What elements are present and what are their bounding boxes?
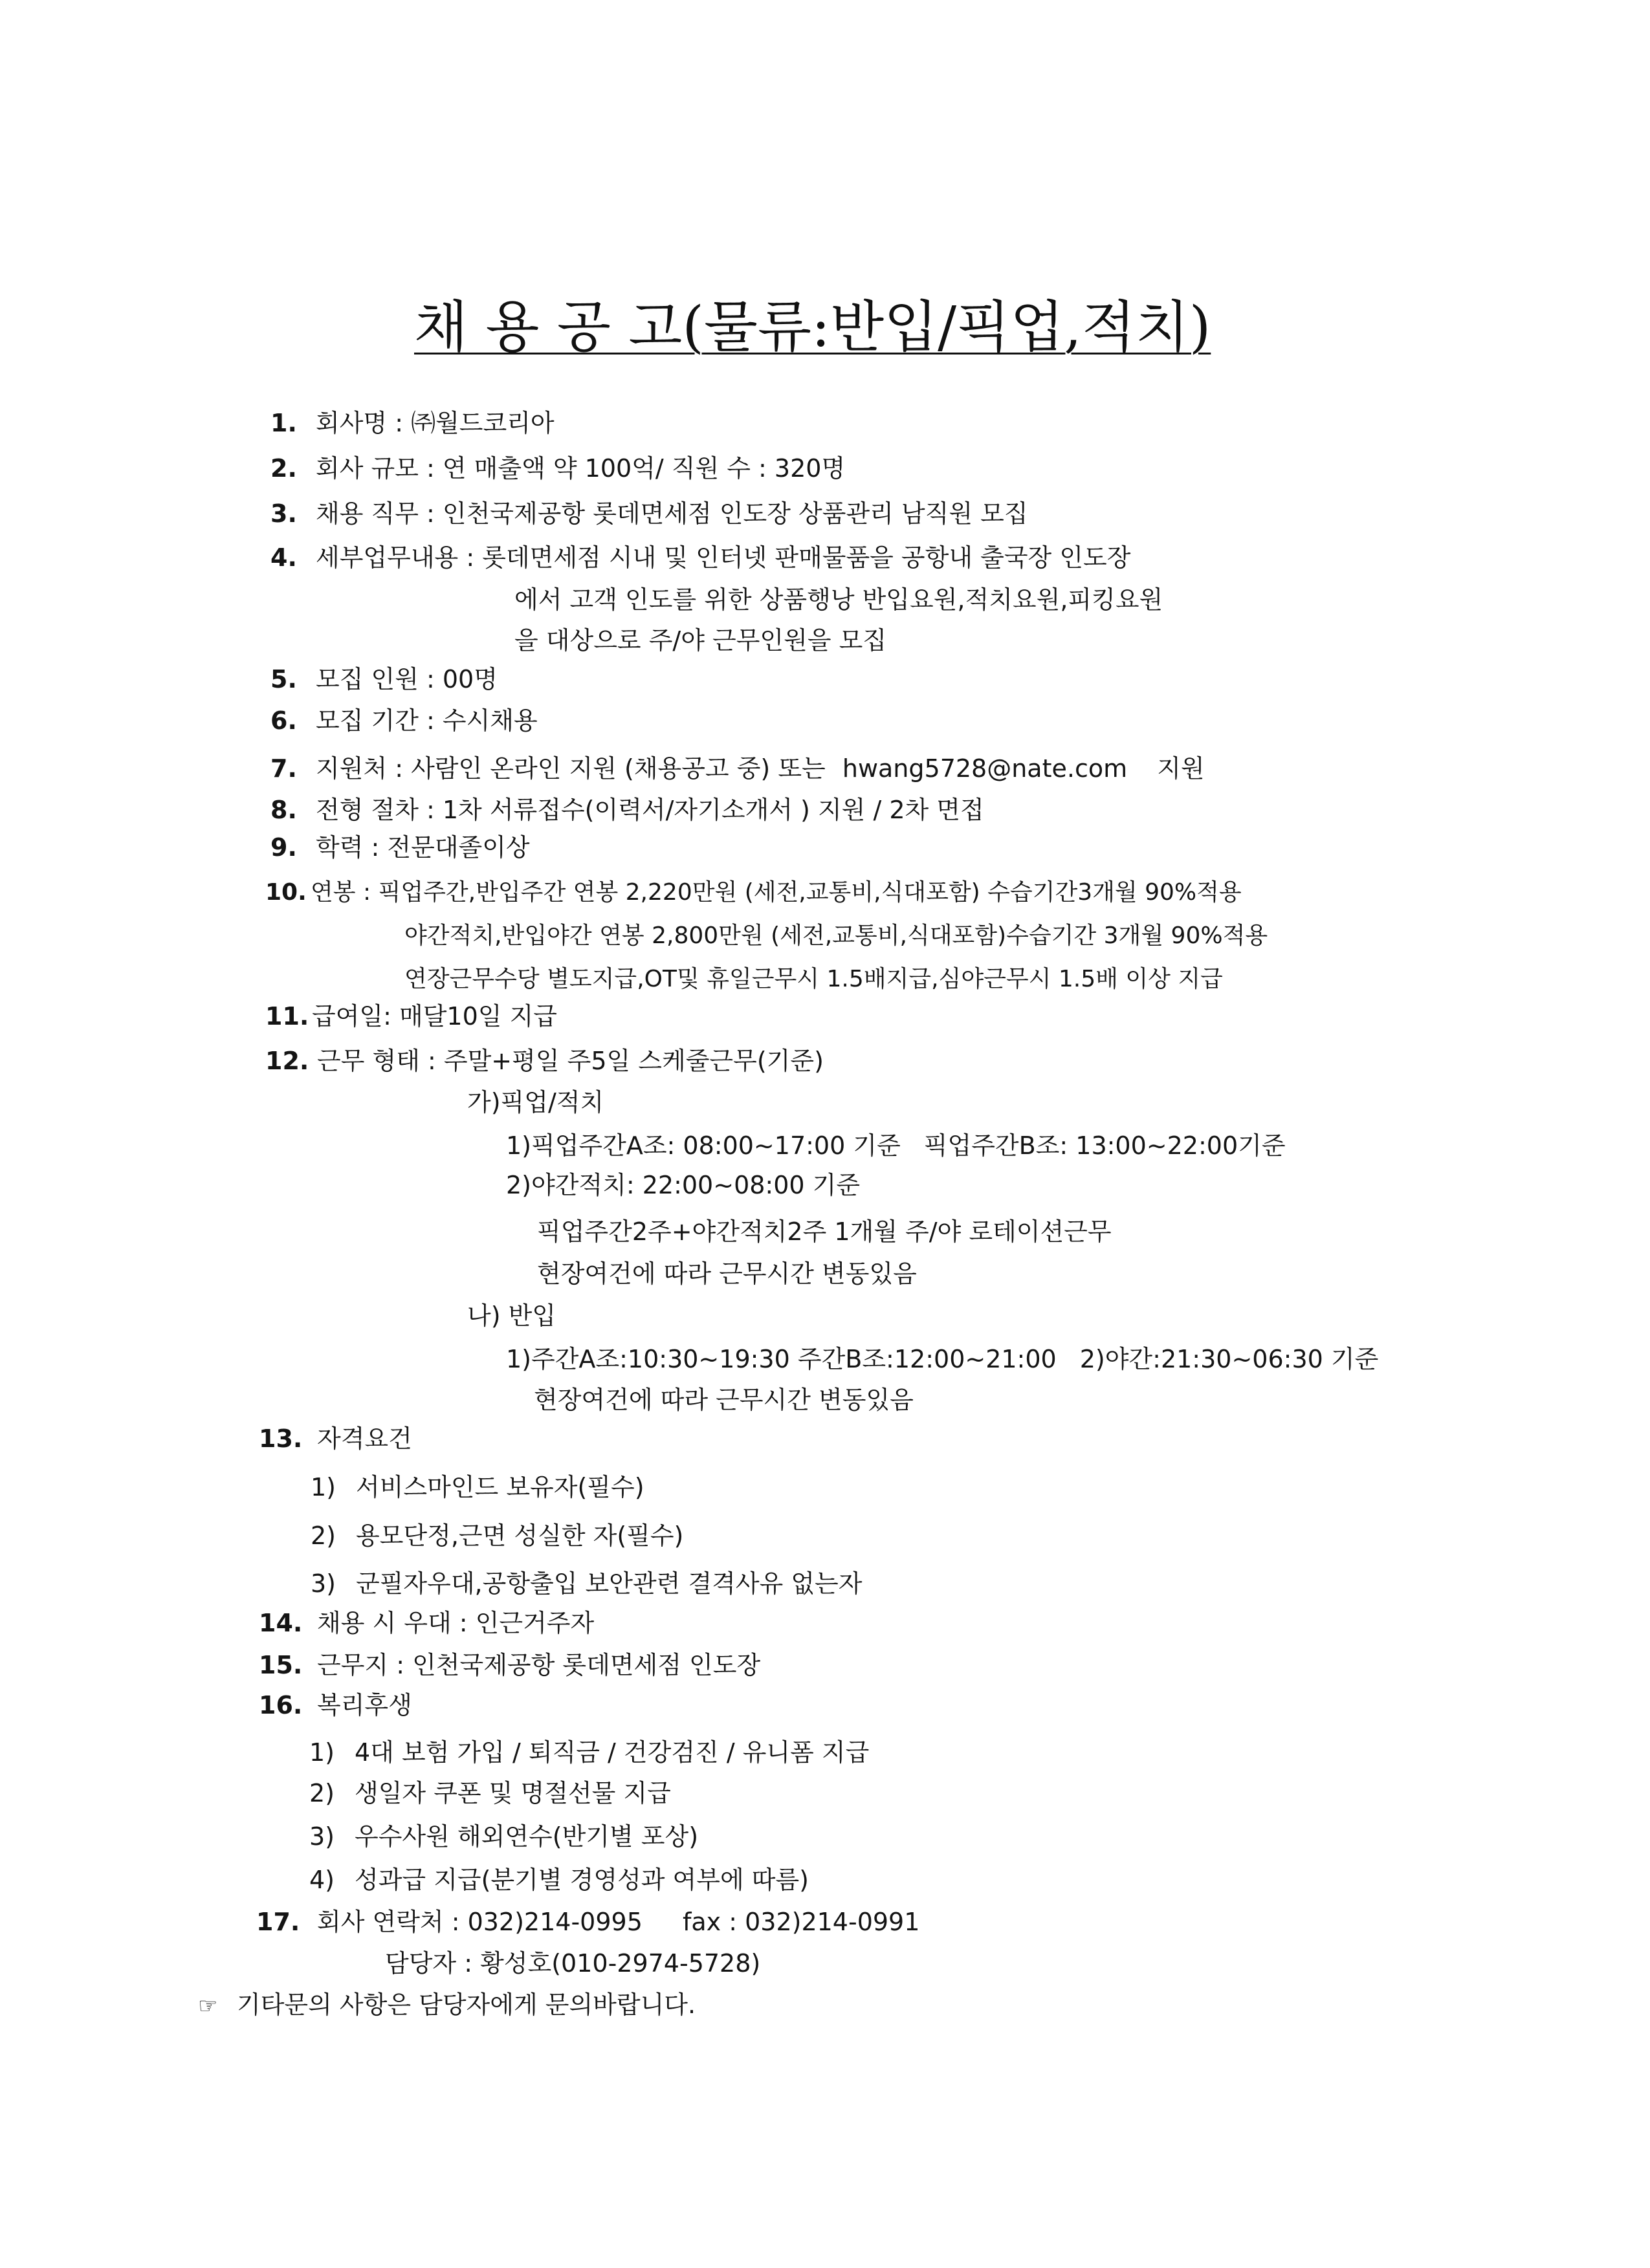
item-company-name: 1. 회사명 : ㈜월드코리아	[270, 409, 555, 437]
work-type-pickup-note: 현장여건에 따라 근무시간 변동있음	[537, 1259, 917, 1288]
email-link[interactable]: hwang5728@nate.com	[842, 754, 1128, 783]
item-job-details: 4. 세부업무내용 : 롯데면세점 시내 및 인터넷 판매물품을 공항내 출국장 인도장	[270, 543, 1131, 572]
benefit-item: 1) 4대 보험 가입 / 퇴직금 / 건강검진 / 유니폼 지급	[309, 1738, 870, 1767]
item-salary-cont1: 야간적치,반입야간 연봉 2,800만원 (세전,교통비,식대포함)수습기간 3개월 90%적용	[404, 922, 1268, 949]
qualification-item: 3) 군필자우대,공항출입 보안관련 결격사유 없는자	[311, 1569, 863, 1598]
item-job-details-cont1: 에서 고객 인도를 위한 상품행낭 반입요원,적치요원,피킹요원	[514, 585, 1163, 614]
item-apply: 7. 지원처 : 사람인 온라인 지원 (채용공고 중) 또는 hwang5728@nate.com 지원	[270, 754, 1205, 783]
benefit-item: 2) 생일자 쿠폰 및 명절선물 지급	[309, 1779, 671, 1807]
qualification-item: 2) 용모단정,근면 성실한 자(필수)	[311, 1521, 684, 1550]
item-benefits: 16. 복리후생	[259, 1691, 412, 1719]
item-workplace: 15. 근무지 : 인천국제공항 롯데면세점 인도장	[259, 1651, 761, 1679]
work-type-pickup-header: 가)픽업/적치	[467, 1088, 604, 1117]
work-type-inbound-note: 현장여건에 따라 근무시간 변동있음	[534, 1386, 914, 1414]
qualification-item: 1) 서비스마인드 보유자(필수)	[311, 1473, 644, 1501]
work-type-pickup-shift1: 1)픽업주간A조: 08:00~17:00 기준 픽업주간B조: 13:00~22:00기준	[506, 1131, 1286, 1160]
item-preference: 14. 채용 시 우대 : 인근거주자	[259, 1609, 595, 1637]
item-job-role: 3. 채용 직무 : 인천국제공항 롯데면세점 인도장 상품관리 남직원 모집	[270, 499, 1028, 528]
item-qualifications: 13. 자격요건	[259, 1424, 412, 1453]
item-work-type: 12. 근무 형태 : 주말+평일 주5일 스케줄근무(기준)	[265, 1047, 824, 1075]
pointing-hand-icon: ☞	[198, 1993, 218, 2019]
item-process: 8. 전형 절차 : 1차 서류접수(이력서/자기소개서 ) 지원 / 2차 면접	[270, 796, 984, 824]
item-education: 9. 학력 : 전문대졸이상	[270, 833, 530, 862]
item-company-size: 2. 회사 규모 : 연 매출액 약 100억/ 직원 수 : 320명	[270, 454, 846, 483]
item-headcount: 5. 모집 인원 : 00명	[270, 665, 498, 693]
page-title: 채 용 공 고(물류:반입/픽업,적치)	[414, 295, 1211, 360]
footer-note: ☞ 기타문의 사항은 담당자에게 문의바랍니다.	[198, 1989, 696, 2022]
item-payday: 11. 급여일: 매달10일 지급	[265, 1002, 557, 1030]
item-salary: 10. 연봉 : 픽업주간,반입주간 연봉 2,220만원 (세전,교통비,식대포함) 수습기간3개월 90%적용	[265, 879, 1242, 906]
work-type-inbound-shift: 1)주간A조:10:30~19:30 주간B조:12:00~21:00 2)야간:21:30~06:30 기준	[506, 1345, 1379, 1373]
work-type-inbound-header: 나) 반입	[467, 1302, 556, 1330]
contact-person: 담당자 : 황성호(010-2974-5728)	[385, 1949, 761, 1978]
work-type-pickup-shift2: 2)야간적치: 22:00~08:00 기준	[506, 1171, 861, 1199]
fax-number: fax : 032)214-0991	[682, 1908, 920, 1936]
benefit-item: 3) 우수사원 해외연수(반기별 포상)	[309, 1822, 699, 1851]
item-job-details-cont2: 을 대상으로 주/야 근무인원을 모집	[514, 626, 887, 655]
work-type-pickup-rotation: 픽업주간2주+야간적치2주 1개월 주/야 로테이션근무	[537, 1217, 1112, 1246]
item-period: 6. 모집 기간 : 수시채용	[270, 706, 538, 735]
item-salary-cont2: 연장근무수당 별도지급,OT및 휴일근무시 1.5배지급,심야근무시 1.5배 이상 지급	[404, 966, 1223, 992]
benefit-item: 4) 성과급 지급(분기별 경영성과 여부에 따름)	[309, 1866, 809, 1894]
item-contact: 17. 회사 연락처 : 032)214-0995 fax : 032)214-0991	[256, 1908, 920, 1936]
